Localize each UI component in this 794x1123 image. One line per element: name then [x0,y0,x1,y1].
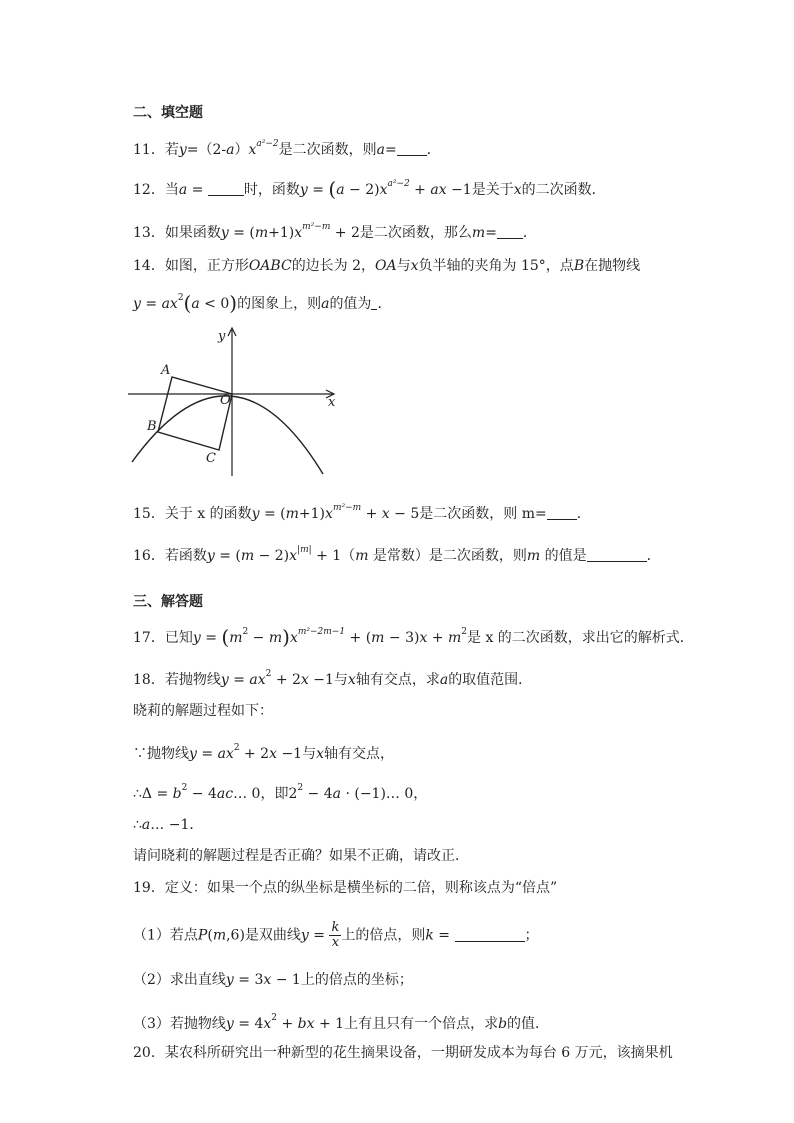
math-var: m [471,225,486,241]
text: 2 [288,786,298,802]
math-var: ax [249,672,266,688]
parabola-square-figure [128,322,348,478]
text: + 2 [239,746,270,762]
text: 是二次函数，则 [278,142,377,158]
exponent: 2 [233,743,240,753]
question-12 [133,174,606,200]
text: 的二次函数． [521,182,606,198]
math-var: y [299,182,308,198]
math-var: P [197,927,208,944]
answer-blank[interactable] [397,141,427,156]
text: ∴ [133,817,142,833]
exponent: 2 [461,627,468,637]
math-var: m [448,630,462,646]
text: ∵抛物线 [133,746,189,762]
math-var: x [269,746,277,762]
text: − 2) [344,182,380,198]
text: ． [522,225,537,241]
math-var: m [285,506,299,522]
text: + [427,630,448,646]
question-number: 19． [133,880,165,896]
exponent: 2 [177,293,184,303]
text: − 2) [254,548,290,564]
math-var: x [294,225,303,241]
text: · (−1)… 0， [341,786,428,802]
math-var: ax [430,182,447,198]
text: = [187,182,208,198]
question-number: 17． [133,630,165,646]
question-number: 20． [133,1045,165,1061]
text: − 4 [187,786,217,802]
text: + 1（ [311,548,356,564]
math-var: y [206,548,215,564]
question-number: 18． [133,672,165,688]
question-16 [133,540,661,566]
math-var: x [379,182,388,198]
point-o-label: O [220,393,231,408]
text: … 0，即 [233,786,289,802]
text: 当 [164,182,179,198]
text: 是双曲线 [244,927,301,944]
text: 若抛物线 [164,672,221,688]
math-var: y [133,296,141,312]
math-var: m [229,630,243,646]
math-var: y [225,972,234,988]
text: +1) [268,225,295,241]
numerator: k [331,920,340,935]
question-11 [133,134,441,160]
math-var: m [254,225,269,241]
text: − [248,630,269,646]
math-var: a [141,817,151,833]
math-var: m [371,630,385,646]
exponent: 2 [271,1013,278,1023]
text: 与 [396,258,411,274]
fraction-k-over-x [329,921,341,950]
text: − 5是二次函数，则 m= [389,506,547,522]
text: + [277,1016,298,1032]
text: ； [524,927,539,944]
question-number: 14． [133,258,165,274]
math-var: x [513,182,522,198]
math-var: x [263,1016,272,1032]
point-b-label: B [147,419,157,434]
text: （1）若点 [133,927,198,944]
math-var: b [498,1016,508,1032]
math-var: b [172,786,182,802]
answer-blank[interactable] [497,224,523,239]
paren: ( [221,625,230,649]
question-15 [133,498,591,524]
text: + 2是二次函数，那么 [330,225,472,241]
text: 轴有交点，求 [355,672,440,688]
question-17 [133,622,694,648]
exponent: m²−m [332,503,362,513]
exponent: m²−m [302,222,331,232]
math-var: m [268,630,283,646]
point-c-label: C [206,451,216,466]
text: … −1． [150,817,204,833]
text: 已知 [164,630,193,646]
math-var: x [410,258,419,274]
math-var: m [526,548,541,564]
x-axis-label: x [328,395,336,410]
math-var: ax [217,746,234,762]
text: ,6) [226,927,245,944]
text: 定义：如果一个点的纵坐标是横坐标的二倍，则称该点为“倍点” [164,880,558,896]
text: ． [377,296,392,312]
text: ． [576,506,591,522]
text: + [409,182,431,198]
math-var: x [316,746,324,762]
text: 轴有交点， [324,746,394,762]
exponent: 2 [265,669,272,679]
answer-blank[interactable] [208,181,244,196]
point-a-label: A [161,363,171,378]
math-var: bx [297,1016,315,1032]
text: + 1 [314,1016,345,1032]
question-number: 11． [133,142,165,158]
exponent: a²−2 [256,139,279,149]
text: = 4 [233,1016,264,1032]
text: − 4 [303,786,333,802]
text: +1) [298,506,326,522]
question-20 [133,1043,673,1063]
math-var: OABC [248,258,292,274]
math-var: y [178,142,187,158]
math-var: a [376,142,385,158]
text: 如果函数 [164,225,221,241]
text: 若函数 [164,548,207,564]
math-var: a [321,296,330,312]
text: −1与 [308,672,348,688]
text: = 3 [233,972,264,988]
text: = ( [214,548,241,564]
text: + [361,506,382,522]
text: = [228,672,250,688]
text: 的值为 [329,296,372,312]
text: = [307,182,329,198]
y-axis-label: y [218,329,226,344]
exponent: a²−2 [387,179,410,189]
paren: ) [282,625,290,649]
text: + ( [345,630,372,646]
text: 上的倍点的坐标； [300,972,413,988]
question-18 [133,664,532,690]
text: < 0 [199,296,230,312]
section-heading-fill-in: 二、填空题 [133,105,203,121]
text: （3）若抛物线 [133,1016,226,1032]
answer-blank[interactable] [547,505,577,520]
question-18-followup: 请问晓莉的解题过程是否正确？如果不正确，请改正． [133,848,469,864]
question-number: 16． [133,548,165,564]
text: ） [234,142,249,158]
math-var: x [347,672,356,688]
math-var: a [336,182,345,198]
math-var: x [419,630,428,646]
solution-step-3 [133,815,203,835]
solution-step-1 [133,738,394,764]
exponent: 2 [242,627,249,637]
text: = [385,142,397,158]
math-var: y [225,1016,234,1032]
answer-blank[interactable] [455,927,525,942]
math-var: ac [216,786,234,802]
math-var: B [573,258,585,274]
exponent: |m| [297,545,312,555]
text: −1是关于 [446,182,514,198]
math-var: x [248,142,257,158]
text: ． [646,548,661,564]
question-14 [133,256,640,276]
text: 在抛物线 [584,258,641,274]
math-var: y [300,927,309,944]
text: 若 [164,142,179,158]
text: = [485,225,497,241]
question-14-line-2: $y = ax^2(a < 0)$的图象上，则a的值为 ． [133,291,392,315]
text: 关于 x 的函数 [164,506,252,522]
math-var: m [355,548,369,564]
math-var: x [263,972,272,988]
square-OABC [158,377,232,450]
solution-step-2 [133,778,427,804]
question-19-part-2 [133,970,413,990]
question-18-intro: 晓莉的解题过程如下： [133,703,273,719]
math-var: ax [161,296,178,312]
exponent: m²−2m−1 [297,627,346,637]
text: 的值是 [540,548,587,564]
denominator: x [331,935,340,950]
text: = [308,927,330,944]
question-19-part-1 [133,921,539,950]
math-var: m [212,927,227,944]
math-var: x [289,630,298,646]
text: = [140,296,162,312]
text: = [433,927,455,944]
text: = ( [228,225,255,241]
question-number: 15． [133,506,165,522]
text: − 3) [384,630,420,646]
math-var: OA [375,258,397,274]
question-number: 13． [133,225,165,241]
question-number: 12． [133,182,165,198]
text: （2）求出直线 [133,972,226,988]
text: = ( [259,506,286,522]
text: 负半轴的夹角为 15°，点 [418,258,574,274]
section-heading-solve: 三、解答题 [133,594,203,610]
text: = [200,630,222,646]
math-var: y [220,225,229,241]
question-19-part-3 [133,1008,549,1034]
text: 的取值范围． [448,672,533,688]
text: 上有且只有一个倍点，求 [344,1016,499,1032]
math-var: a [226,142,235,158]
text: 的值． [507,1016,550,1032]
exponent: 2 [297,783,304,793]
text: − 1 [271,972,301,988]
math-var: a [332,786,342,802]
math-var: y [251,506,260,522]
math-var: x [300,672,309,688]
exponent: 2 [181,783,188,793]
text: =（2- [186,142,227,158]
text: −1与 [277,746,317,762]
math-var: y [220,672,229,688]
text: 是 x 的二次函数，求出它的解析式． [467,630,694,646]
question-19 [133,878,557,898]
text: ． [426,142,441,158]
text: 时，函数 [243,182,300,198]
text: 是常数）是二次函数，则 [368,548,527,564]
text: 如图，正方形 [164,258,249,274]
math-var: y [189,746,197,762]
text: ( [207,927,213,944]
math-var: x [289,548,298,564]
text: 的图象上，则 [237,296,322,312]
paren: ( [328,177,337,201]
math-var: a [178,182,188,198]
text: + 2 [271,672,301,688]
question-13 [133,217,537,243]
math-var: x [381,506,390,522]
math-var: a [439,672,449,688]
math-var: m [240,548,255,564]
answer-blank[interactable] [587,547,647,562]
text: ∴Δ = [133,786,173,802]
text: 某农科所研究出一种新型的花生摘果设备，一期研发成本为每台 6 万元，该摘果机 [164,1045,673,1061]
text: = [196,746,218,762]
math-var: a [191,296,200,312]
math-var: k [425,927,434,944]
text: 的边长为 2， [291,258,376,274]
math-var: x [325,506,333,522]
math-var: y [192,630,201,646]
text: 上的倍点，则 [341,927,426,944]
